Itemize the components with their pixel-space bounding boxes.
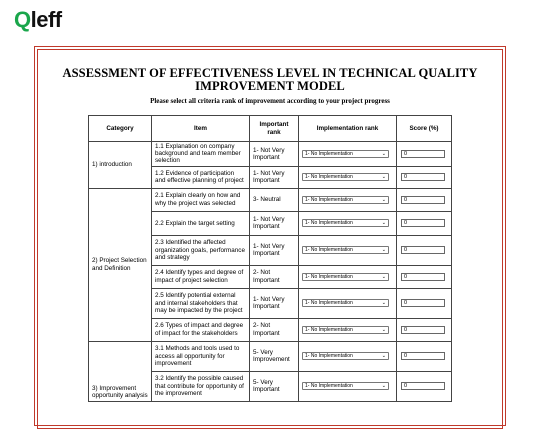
- score-input[interactable]: 0: [401, 173, 445, 181]
- item-cell: 2.5 Identify potential external and internal stakeholders that may be impacted by the project: [152, 288, 250, 318]
- chevron-down-icon: ⌄: [381, 273, 386, 280]
- header-implementation-rank: Implementation rank: [299, 116, 397, 142]
- implementation-select-value: 1- No Implementation: [305, 383, 353, 390]
- implementation-select-value: 1- No Implementation: [305, 300, 353, 307]
- implementation-select-value: 1- No Implementation: [305, 326, 353, 333]
- score-input[interactable]: 0: [401, 299, 445, 307]
- item-cell: 1.1 Explanation on company background and team member selection: [152, 142, 250, 167]
- page-title: ASSESSMENT OF EFFECTIVENESS LEVEL IN TECHNICAL QUALITY IMPROVEMENT MODEL: [62, 66, 478, 93]
- logo-text: leff: [30, 7, 62, 32]
- chevron-down-icon: ⌄: [381, 174, 386, 181]
- table-row: [89, 188, 452, 211]
- score-cell: [397, 188, 452, 211]
- item-cell: 1.2 Evidence of participation and effective planning of project: [152, 166, 250, 188]
- chevron-down-icon: ⌄: [381, 196, 386, 203]
- chevron-down-icon: ⌄: [381, 150, 386, 157]
- implementation-select-value: 1- No Implementation: [305, 353, 353, 360]
- category-cell: 3) Improvement opportunity analysis: [89, 341, 152, 401]
- important-rank-cell: 1- Not Very Important: [250, 142, 299, 167]
- header-item: Item: [152, 116, 250, 142]
- category-cell: 1) introduction: [89, 142, 152, 189]
- implementation-select-value: 1- No Implementation: [305, 220, 353, 227]
- chevron-down-icon: ⌄: [381, 300, 386, 307]
- score-input[interactable]: 0: [401, 219, 445, 227]
- table-row: [89, 341, 452, 371]
- chevron-down-icon: ⌄: [381, 353, 386, 360]
- header-category: Category: [89, 116, 152, 142]
- score-cell: [397, 235, 452, 265]
- implementation-select[interactable]: [302, 273, 389, 281]
- important-rank-cell: 5- Very Important: [250, 371, 299, 401]
- item-cell: 2.6 Types of impact and degree of impact for the stakeholders: [152, 318, 250, 341]
- item-cell: 2.3 Identified the affected organization goals, performance and strategy: [152, 235, 250, 265]
- implementation-select[interactable]: [302, 173, 389, 181]
- score-input[interactable]: 0: [401, 246, 445, 254]
- score-cell: [397, 318, 452, 341]
- score-input[interactable]: 0: [401, 196, 445, 204]
- score-input[interactable]: 0: [401, 382, 445, 390]
- implementation-cell: [299, 318, 397, 341]
- item-cell: 3.1 Methods and tools used to access all opportunity for improvement: [152, 341, 250, 371]
- implementation-cell: [299, 166, 397, 188]
- score-input[interactable]: 0: [401, 273, 445, 281]
- logo-q: Q: [14, 7, 31, 32]
- implementation-select[interactable]: [302, 196, 389, 204]
- chevron-down-icon: ⌄: [381, 383, 386, 390]
- implementation-select-value: 1- No Implementation: [305, 174, 353, 181]
- implementation-cell: [299, 188, 397, 211]
- implementation-select-value: 1- No Implementation: [305, 247, 353, 254]
- qleff-logo: [14, 8, 62, 32]
- implementation-cell: [299, 235, 397, 265]
- header-score: Score (%): [397, 116, 452, 142]
- implementation-cell: [299, 211, 397, 235]
- implementation-select[interactable]: [302, 326, 389, 334]
- score-cell: [397, 211, 452, 235]
- assessment-table: [88, 115, 452, 402]
- chevron-down-icon: ⌄: [381, 326, 386, 333]
- score-input[interactable]: 0: [401, 326, 445, 334]
- implementation-cell: [299, 371, 397, 401]
- implementation-cell: [299, 265, 397, 288]
- chevron-down-icon: ⌄: [381, 220, 386, 227]
- implementation-select[interactable]: [302, 246, 389, 254]
- implementation-select[interactable]: [302, 352, 389, 360]
- implementation-select-value: 1- No Implementation: [305, 196, 353, 203]
- score-cell: [397, 166, 452, 188]
- item-cell: 2.2 Explain the target setting: [152, 211, 250, 235]
- score-input[interactable]: 0: [401, 150, 445, 158]
- category-cell: 2) Project Selection and Definition: [89, 188, 152, 341]
- score-cell: [397, 265, 452, 288]
- item-cell: 3.2 Identify the possible caused that contribute for opportunity of the improvement: [152, 371, 250, 401]
- score-cell: [397, 371, 452, 401]
- important-rank-cell: 5- Very Improvement: [250, 341, 299, 371]
- implementation-select[interactable]: [302, 299, 389, 307]
- important-rank-cell: 1- Not Very Important: [250, 288, 299, 318]
- header-important-rank: Important rank: [250, 116, 299, 142]
- important-rank-cell: 3- Neutral: [250, 188, 299, 211]
- implementation-select[interactable]: [302, 150, 389, 158]
- implementation-select-value: 1- No Implementation: [305, 150, 353, 157]
- important-rank-cell: 2- Not Important: [250, 265, 299, 288]
- important-rank-cell: 1- Not Very Important: [250, 166, 299, 188]
- score-cell: [397, 341, 452, 371]
- important-rank-cell: 1- Not Very Important: [250, 211, 299, 235]
- page-subtitle: Please select all criteria rank of improvement according to your project progress: [150, 97, 390, 105]
- implementation-cell: [299, 341, 397, 371]
- implementation-cell: [299, 288, 397, 318]
- implementation-select[interactable]: [302, 219, 389, 227]
- chevron-down-icon: ⌄: [381, 247, 386, 254]
- important-rank-cell: 2- Not Important: [250, 318, 299, 341]
- implementation-select[interactable]: [302, 382, 389, 390]
- score-cell: [397, 288, 452, 318]
- score-input[interactable]: 0: [401, 352, 445, 360]
- important-rank-cell: 1- Not Very Important: [250, 235, 299, 265]
- table-header-row: [89, 116, 452, 142]
- item-cell: 2.4 Identify types and degree of impact of project selection: [152, 265, 250, 288]
- item-cell: 2.1 Explain clearly on how and why the project was selected: [152, 188, 250, 211]
- implementation-cell: [299, 142, 397, 167]
- implementation-select-value: 1- No Implementation: [305, 273, 353, 280]
- table-row: [89, 142, 452, 167]
- score-cell: [397, 142, 452, 167]
